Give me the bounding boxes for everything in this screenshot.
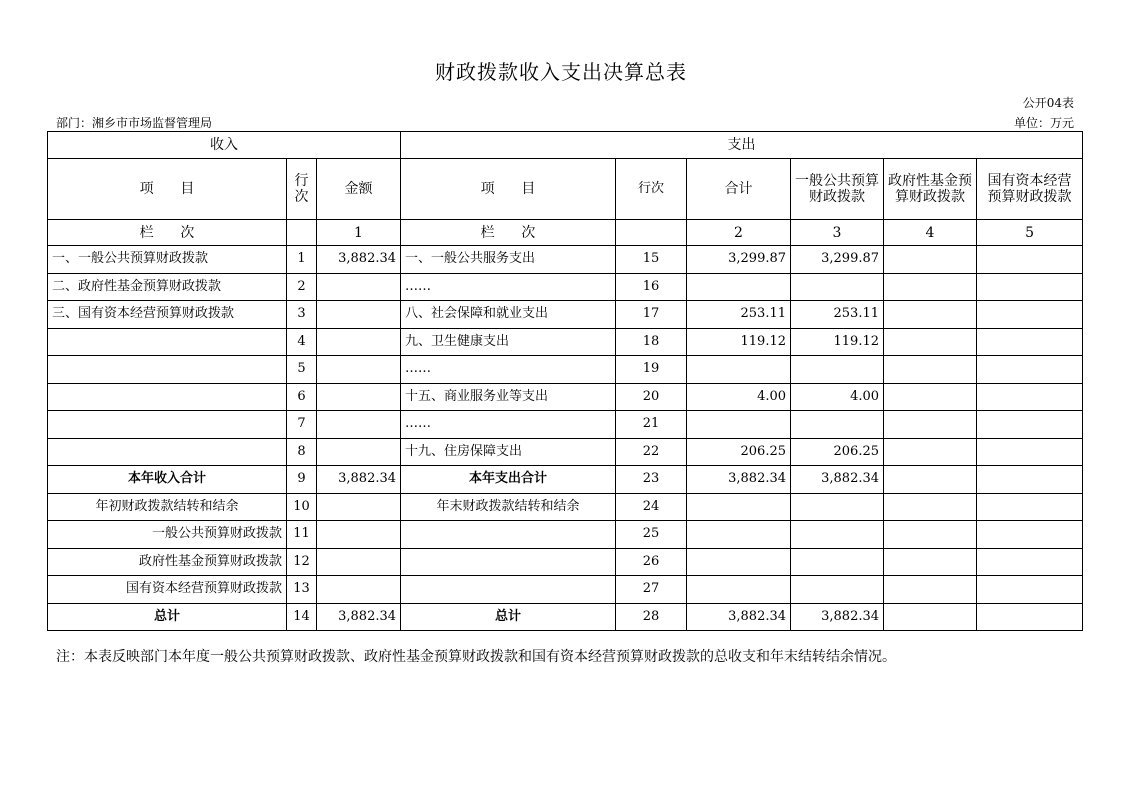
column-number-4: 4 [884, 220, 977, 246]
general-budget-amount [791, 273, 884, 301]
income-item: 国有资本经营预算财政拨款 [48, 576, 287, 604]
income-amount [317, 411, 401, 439]
gov-fund-amount [884, 356, 977, 384]
state-capital-amount [977, 548, 1083, 576]
table-row [48, 328, 1083, 356]
state-capital-amount [977, 521, 1083, 549]
gov-fund-amount [884, 548, 977, 576]
income-item: 本年收入合计 [48, 466, 287, 494]
income-row-no: 10 [287, 493, 317, 521]
expense-row-no: 21 [616, 411, 687, 439]
total-amount [687, 576, 791, 604]
state-capital-amount [977, 383, 1083, 411]
general-budget-amount [791, 356, 884, 384]
general-budget-amount: 3,882.34 [791, 466, 884, 494]
income-row-no: 7 [287, 411, 317, 439]
gov-fund-amount [884, 328, 977, 356]
expense-row-no: 17 [616, 301, 687, 329]
income-row-no: 12 [287, 548, 317, 576]
income-amount: 3,882.34 [317, 246, 401, 274]
expense-row-no: 23 [616, 466, 687, 494]
total-amount [687, 356, 791, 384]
empty-cell [287, 220, 317, 246]
income-item: 政府性基金预算财政拨款 [48, 548, 287, 576]
state-capital-amount [977, 301, 1083, 329]
table-row [48, 246, 1083, 274]
expense-item: 本年支出合计 [401, 466, 616, 494]
income-section-header: 收入 [48, 132, 401, 159]
income-row-no: 11 [287, 521, 317, 549]
gov-fund-amount [884, 493, 977, 521]
income-row-no: 1 [287, 246, 317, 274]
table-row [48, 576, 1083, 604]
empty-cell [616, 220, 687, 246]
total-amount: 3,299.87 [687, 246, 791, 274]
gov-fund-amount [884, 438, 977, 466]
total-amount: 119.12 [687, 328, 791, 356]
income-row-no: 9 [287, 466, 317, 494]
state-capital-amount [977, 603, 1083, 631]
income-item [48, 438, 287, 466]
state-capital-amount [977, 411, 1083, 439]
total-amount: 4.00 [687, 383, 791, 411]
general-budget-amount: 3,299.87 [791, 246, 884, 274]
table-row [48, 411, 1083, 439]
expense-item: 八、社会保障和就业支出 [401, 301, 616, 329]
fiscal-summary-table [47, 131, 1083, 631]
expense-item: 总计 [401, 603, 616, 631]
expense-item-header: 项 目 [401, 159, 616, 220]
expense-row-no: 22 [616, 438, 687, 466]
expense-column-label: 栏 次 [401, 220, 616, 246]
expense-item: 一、一般公共服务支出 [401, 246, 616, 274]
income-row-no: 6 [287, 383, 317, 411]
total-amount [687, 411, 791, 439]
income-row-no: 8 [287, 438, 317, 466]
state-capital-amount [977, 246, 1083, 274]
income-amount [317, 356, 401, 384]
income-item [48, 328, 287, 356]
income-item [48, 383, 287, 411]
gov-fund-amount [884, 576, 977, 604]
general-budget-amount [791, 411, 884, 439]
expense-row-no: 28 [616, 603, 687, 631]
expense-item: 年末财政拨款结转和结余 [401, 493, 616, 521]
gov-fund-amount [884, 411, 977, 439]
income-amount [317, 438, 401, 466]
table-row [48, 548, 1083, 576]
income-row-no: 5 [287, 356, 317, 384]
income-item: 年初财政拨款结转和结余 [48, 493, 287, 521]
table-row [48, 301, 1083, 329]
expense-item [401, 576, 616, 604]
expense-row-no: 15 [616, 246, 687, 274]
income-item [48, 411, 287, 439]
state-capital-amount [977, 328, 1083, 356]
expense-item: 十五、商业服务业等支出 [401, 383, 616, 411]
expense-item: 九、卫生健康支出 [401, 328, 616, 356]
gov-fund-amount [884, 273, 977, 301]
column-number-5: 5 [977, 220, 1083, 246]
footnote: 注：本表反映部门本年度一般公共预算财政拨款、政府性基金预算财政拨款和国有资本经营预算财政拨款的总收支和年末结转结余情况。 [56, 649, 896, 665]
income-amount [317, 301, 401, 329]
expense-row-no: 24 [616, 493, 687, 521]
income-amount [317, 273, 401, 301]
income-row-no: 13 [287, 576, 317, 604]
total-amount [687, 493, 791, 521]
general-budget-amount: 253.11 [791, 301, 884, 329]
table-row-grand-total [48, 603, 1083, 631]
expense-item [401, 548, 616, 576]
expense-section-header: 支出 [401, 132, 1083, 159]
income-item-header: 项 目 [48, 159, 287, 220]
table-row [48, 356, 1083, 384]
general-budget-amount [791, 576, 884, 604]
income-amount [317, 493, 401, 521]
total-amount: 253.11 [687, 301, 791, 329]
income-amount: 3,882.34 [317, 466, 401, 494]
income-amount [317, 383, 401, 411]
general-budget-amount: 119.12 [791, 328, 884, 356]
expense-item: …… [401, 411, 616, 439]
form-code: 公开04表 [1022, 96, 1074, 110]
income-row-no-header: 行次 [287, 159, 317, 220]
total-amount: 3,882.34 [687, 603, 791, 631]
total-amount: 206.25 [687, 438, 791, 466]
column-number-3: 3 [791, 220, 884, 246]
income-row-no: 4 [287, 328, 317, 356]
general-budget-amount [791, 521, 884, 549]
gov-fund-amount [884, 301, 977, 329]
general-budget-amount: 3,882.34 [791, 603, 884, 631]
expense-item: …… [401, 356, 616, 384]
income-item: 总计 [48, 603, 287, 631]
table-row [48, 383, 1083, 411]
income-amount [317, 521, 401, 549]
expense-row-no: 19 [616, 356, 687, 384]
gov-fund-amount [884, 521, 977, 549]
total-amount [687, 273, 791, 301]
expense-row-no: 18 [616, 328, 687, 356]
state-capital-amount [977, 466, 1083, 494]
income-item: 一般公共预算财政拨款 [48, 521, 287, 549]
income-amount: 3,882.34 [317, 603, 401, 631]
general-budget-amount [791, 548, 884, 576]
total-amount: 3,882.34 [687, 466, 791, 494]
expense-row-no: 16 [616, 273, 687, 301]
state-capital-amount [977, 576, 1083, 604]
state-capital-amount [977, 273, 1083, 301]
general-budget-amount: 206.25 [791, 438, 884, 466]
table-row [48, 438, 1083, 466]
header-row-column-numbers [48, 220, 1083, 246]
income-item: 一、一般公共预算财政拨款 [48, 246, 287, 274]
total-header: 合计 [687, 159, 791, 220]
expense-item: …… [401, 273, 616, 301]
income-amount [317, 548, 401, 576]
state-capital-amount [977, 493, 1083, 521]
general-budget-header: 一般公共预算财政拨款 [791, 159, 884, 220]
column-number-1: 1 [317, 220, 401, 246]
table-row-subtotal [48, 466, 1083, 494]
total-amount [687, 548, 791, 576]
income-row-no: 3 [287, 301, 317, 329]
gov-fund-amount [884, 246, 977, 274]
header-row-sections [48, 132, 1083, 159]
report-title: 财政拨款收入支出决算总表 [435, 60, 687, 84]
table-row [48, 521, 1083, 549]
income-item: 三、国有资本经营预算财政拨款 [48, 301, 287, 329]
state-capital-amount [977, 438, 1083, 466]
table-row [48, 493, 1083, 521]
gov-fund-amount [884, 603, 977, 631]
gov-fund-amount [884, 383, 977, 411]
expense-item [401, 521, 616, 549]
unit-label: 单位：万元 [1013, 116, 1074, 130]
state-capital-header: 国有资本经营预算财政拨款 [977, 159, 1083, 220]
expense-row-no-header: 行次 [616, 159, 687, 220]
expense-row-no: 25 [616, 521, 687, 549]
column-number-2: 2 [687, 220, 791, 246]
income-column-label: 栏 次 [48, 220, 287, 246]
income-row-no: 2 [287, 273, 317, 301]
header-row-columns [48, 159, 1083, 220]
general-budget-amount [791, 493, 884, 521]
gov-fund-amount [884, 466, 977, 494]
income-item: 二、政府性基金预算财政拨款 [48, 273, 287, 301]
gov-fund-header: 政府性基金预算财政拨款 [884, 159, 977, 220]
state-capital-amount [977, 356, 1083, 384]
department-label: 部门：湘乡市市场监督管理局 [56, 116, 213, 130]
expense-row-no: 26 [616, 548, 687, 576]
income-amount-header: 金额 [317, 159, 401, 220]
table-row [48, 273, 1083, 301]
income-item [48, 356, 287, 384]
general-budget-amount: 4.00 [791, 383, 884, 411]
expense-item: 十九、住房保障支出 [401, 438, 616, 466]
expense-row-no: 20 [616, 383, 687, 411]
income-amount [317, 576, 401, 604]
expense-row-no: 27 [616, 576, 687, 604]
total-amount [687, 521, 791, 549]
income-row-no: 14 [287, 603, 317, 631]
income-amount [317, 328, 401, 356]
